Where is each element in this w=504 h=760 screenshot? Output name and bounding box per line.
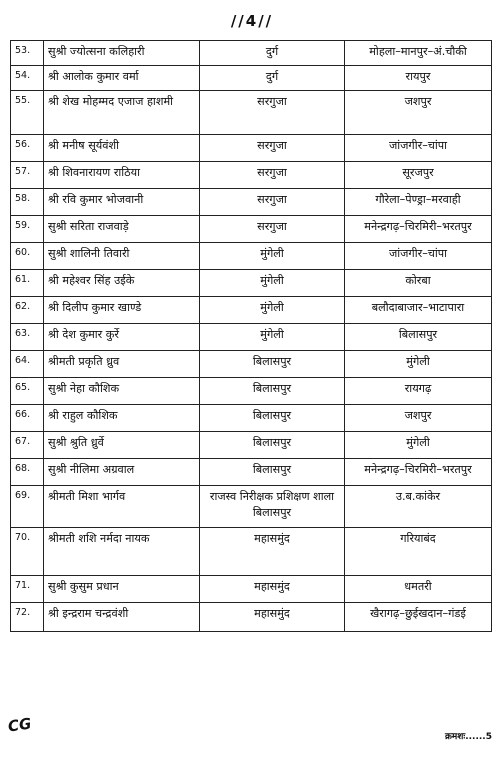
employee-name: सुश्री नीलिमा अग्रवाल xyxy=(44,459,200,486)
from-location: सरगुजा xyxy=(200,91,345,135)
serial-number: 63. xyxy=(11,324,44,351)
employee-name: श्री मनीष सूर्यवंशी xyxy=(44,135,200,162)
to-location: मनेन्द्रगढ़–चिरमिरी–भरतपुर xyxy=(345,216,492,243)
to-location: गौरेला–पेण्ड्रा–मरवाही xyxy=(345,189,492,216)
from-location: सरगुजा xyxy=(200,162,345,189)
serial-number: 70. xyxy=(11,528,44,576)
employee-name: सुश्री ज्योत्सना कलिहारी xyxy=(44,41,200,66)
table-row xyxy=(11,270,492,297)
serial-number: 60. xyxy=(11,243,44,270)
employee-name: श्री राहुल कौशिक xyxy=(44,405,200,432)
from-location: दुर्ग xyxy=(200,41,345,66)
to-location: मनेन्द्रगढ़–चिरमिरी–भरतपुर xyxy=(345,459,492,486)
to-location: मुंगेली xyxy=(345,351,492,378)
from-location: महासमुंद xyxy=(200,528,345,576)
to-location: जांजगीर–चांपा xyxy=(345,135,492,162)
from-location: बिलासपुर xyxy=(200,351,345,378)
signature-mark: CG xyxy=(6,714,33,736)
employee-name: श्री आलोक कुमार वर्मा xyxy=(44,66,200,91)
table-row xyxy=(11,216,492,243)
table-row xyxy=(11,486,492,528)
employee-name: श्री शिवनारायण राठिया xyxy=(44,162,200,189)
employee-name: श्रीमती शशि नर्मदा नायक xyxy=(44,528,200,576)
to-location: बलौदाबाजार–भाटापारा xyxy=(345,297,492,324)
table-row xyxy=(11,324,492,351)
serial-number: 58. xyxy=(11,189,44,216)
table-row xyxy=(11,66,492,91)
serial-number: 69. xyxy=(11,486,44,528)
serial-number: 54. xyxy=(11,66,44,91)
serial-number: 67. xyxy=(11,432,44,459)
employee-name: श्री रवि कुमार भोजवानी xyxy=(44,189,200,216)
from-location: बिलासपुर xyxy=(200,378,345,405)
serial-number: 57. xyxy=(11,162,44,189)
employee-name: सुश्री सरिता राजवाड़े xyxy=(44,216,200,243)
employee-name: श्री इन्द्रराम चन्द्रवंशी xyxy=(44,603,200,632)
table-row xyxy=(11,432,492,459)
to-location: बिलासपुर xyxy=(345,324,492,351)
to-location: रायपुर xyxy=(345,66,492,91)
table-row xyxy=(11,405,492,432)
employee-name: सुश्री शालिनी तिवारी xyxy=(44,243,200,270)
to-location: जांजगीर–चांपा xyxy=(345,243,492,270)
serial-number: 65. xyxy=(11,378,44,405)
from-location: सरगुजा xyxy=(200,135,345,162)
table-row xyxy=(11,243,492,270)
to-location: कोरबा xyxy=(345,270,492,297)
table-row xyxy=(11,189,492,216)
table-row xyxy=(11,91,492,135)
from-location: राजस्व निरीक्षक प्रशिक्षण शाला बिलासपुर xyxy=(200,486,345,528)
employee-name: श्रीमती प्रकृति ध्रुव xyxy=(44,351,200,378)
serial-number: 61. xyxy=(11,270,44,297)
from-location: महासमुंद xyxy=(200,603,345,632)
from-location: सरगुजा xyxy=(200,216,345,243)
to-location: रायगढ़ xyxy=(345,378,492,405)
serial-number: 71. xyxy=(11,576,44,603)
to-location: मोहला–मानपुर–अं.चौकी xyxy=(345,41,492,66)
to-location: जशपुर xyxy=(345,405,492,432)
employee-name: सुश्री नेहा कौशिक xyxy=(44,378,200,405)
employee-name: श्री महेश्वर सिंह उईके xyxy=(44,270,200,297)
table-row xyxy=(11,41,492,66)
serial-number: 72. xyxy=(11,603,44,632)
serial-number: 53. xyxy=(11,41,44,66)
employee-name: श्री देश कुमार कुर्रे xyxy=(44,324,200,351)
serial-number: 64. xyxy=(11,351,44,378)
serial-number: 55. xyxy=(11,91,44,135)
page-number: //4// xyxy=(230,12,274,30)
employee-name: श्रीमती मिशा भार्गव xyxy=(44,486,200,528)
from-location: मुंगेली xyxy=(200,270,345,297)
table-row xyxy=(11,162,492,189)
transfer-table xyxy=(10,40,492,632)
from-location: मुंगेली xyxy=(200,297,345,324)
table-row xyxy=(11,351,492,378)
from-location: बिलासपुर xyxy=(200,405,345,432)
table-row xyxy=(11,528,492,576)
table-row xyxy=(11,378,492,405)
table-row xyxy=(11,576,492,603)
to-location: धमतरी xyxy=(345,576,492,603)
to-location: मुंगेली xyxy=(345,432,492,459)
from-location: सरगुजा xyxy=(200,189,345,216)
from-location: बिलासपुर xyxy=(200,459,345,486)
employee-name: सुश्री कुसुम प्रधान xyxy=(44,576,200,603)
from-location: मुंगेली xyxy=(200,243,345,270)
to-location: उ.ब.कांकेर xyxy=(345,486,492,528)
table-row xyxy=(11,297,492,324)
from-location: महासमुंद xyxy=(200,576,345,603)
serial-number: 66. xyxy=(11,405,44,432)
employee-name: सुश्री श्रुति ध्रुर्वे xyxy=(44,432,200,459)
table-row xyxy=(11,603,492,632)
from-location: मुंगेली xyxy=(200,324,345,351)
serial-number: 68. xyxy=(11,459,44,486)
serial-number: 62. xyxy=(11,297,44,324)
from-location: दुर्ग xyxy=(200,66,345,91)
serial-number: 59. xyxy=(11,216,44,243)
to-location: सूरजपुर xyxy=(345,162,492,189)
from-location: बिलासपुर xyxy=(200,432,345,459)
to-location: गरियाबंद xyxy=(345,528,492,576)
continuation-note: क्रमशः......5 xyxy=(444,732,492,742)
table-row xyxy=(11,459,492,486)
employee-name: श्री दिलीप कुमार खाण्डे xyxy=(44,297,200,324)
table-row xyxy=(11,135,492,162)
employee-name: श्री शेख मोहम्मद एजाज हाशमी xyxy=(44,91,200,135)
to-location: खैरागढ़–छुईखदान–गंडई xyxy=(345,603,492,632)
to-location: जशपुर xyxy=(345,91,492,135)
serial-number: 56. xyxy=(11,135,44,162)
